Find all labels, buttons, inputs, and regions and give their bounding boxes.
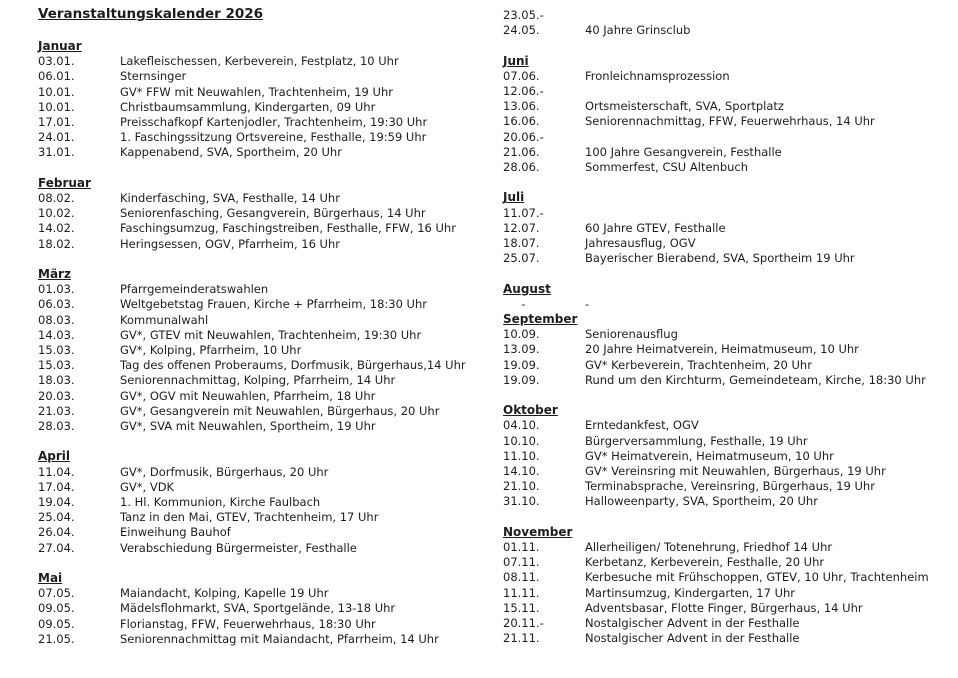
event-date: 28.03. — [38, 419, 75, 434]
event-row — [38, 419, 500, 434]
event-row — [38, 221, 500, 236]
event-row — [38, 130, 500, 145]
event-date: 07.06. — [503, 68, 540, 83]
event-row — [38, 237, 500, 252]
event-row — [38, 541, 500, 556]
event-row — [503, 479, 955, 494]
event-row — [503, 84, 955, 99]
event-row — [38, 632, 500, 647]
event-date: 21.11. — [503, 631, 540, 646]
event-row — [503, 449, 955, 464]
event-row — [503, 540, 955, 555]
month-header: September — [503, 312, 578, 327]
month-header: November — [503, 524, 573, 539]
event-description: GV*, Gesangverein mit Neuwahlen, Bürgerhaus, 20 Uhr — [120, 403, 440, 418]
event-description: Seniorennachmittag, Kolping, Pfarrheim, 14 Uhr — [120, 373, 396, 388]
event-row — [503, 373, 955, 388]
event-row — [38, 404, 500, 419]
event-row — [503, 145, 955, 160]
event-row — [503, 342, 955, 357]
event-date: 31.01. — [38, 145, 75, 160]
event-description: Erntedankfest, OGV — [585, 418, 699, 433]
event-description: Adventsbasar, Flotte Finger, Bürgerhaus, 14 Uhr — [585, 600, 863, 615]
event-row — [38, 297, 500, 312]
event-row — [503, 99, 955, 114]
event-date: 08.02. — [38, 191, 75, 206]
event-row — [38, 313, 500, 328]
month-header: August — [503, 281, 551, 296]
event-row — [503, 69, 955, 84]
event-date: 21.06. — [503, 144, 540, 159]
event-description: 1. Faschingssitzung Ortsvereine, Festhalle, 19:59 Uhr — [120, 130, 427, 145]
event-description: GV*, Dorfmusik, Bürgerhaus, 20 Uhr — [120, 464, 329, 479]
month-section — [38, 571, 500, 647]
month-section — [503, 54, 955, 176]
event-date: 15.03. — [38, 343, 75, 358]
event-row — [38, 100, 500, 115]
event-description: GV*, GTEV mit Neuwahlen, Trachtenheim, 19:30 Uhr — [120, 327, 422, 342]
event-description: Kommunalwahl — [120, 312, 209, 327]
event-row — [38, 69, 500, 84]
event-description: Florianstag, FFW, Feuerwehrhaus, 18:30 Uhr — [120, 616, 376, 631]
event-description: Sternsinger — [120, 69, 187, 84]
month-section — [503, 525, 955, 647]
event-description: Bürgerversammlung, Festhalle, 19 Uhr — [585, 433, 808, 448]
event-row — [503, 297, 955, 312]
event-date: 11.04. — [38, 464, 75, 479]
event-date: 10.09. — [503, 327, 540, 342]
event-date: 20.11.- — [503, 616, 544, 631]
event-description: 60 Jahre GTEV, Festhalle — [585, 220, 726, 235]
event-description: GV*, Kolping, Pfarrheim, 10 Uhr — [120, 343, 302, 358]
event-row — [503, 464, 955, 479]
event-row — [503, 114, 955, 129]
event-description: Faschingsumzug, Faschingstreiben, Festhalle, FFW, 16 Uhr — [120, 221, 456, 236]
event-date: 01.11. — [503, 540, 540, 555]
event-row — [38, 480, 500, 495]
column-left — [38, 39, 500, 662]
event-description: Seniorennachmittag, FFW, Feuerwehrhaus, 14 Uhr — [585, 114, 875, 129]
event-description: Einweihung Bauhof — [120, 525, 231, 540]
event-row — [38, 358, 500, 373]
event-row — [38, 389, 500, 404]
month-section — [38, 449, 500, 555]
event-date: 08.11. — [503, 570, 540, 585]
event-date: 10.01. — [38, 84, 75, 99]
event-row — [503, 160, 955, 175]
event-description: Weltgebetstag Frauen, Kirche + Pfarrheim, 18:30 Uhr — [120, 297, 427, 312]
event-description: Ortsmeisterschaft, SVA, Sportplatz — [585, 99, 784, 114]
month-section — [503, 403, 955, 509]
event-date: 08.03. — [38, 312, 75, 327]
event-row — [503, 130, 955, 145]
month-header: Januar — [38, 39, 82, 53]
event-date: 14.10. — [503, 464, 540, 479]
event-description: Kinderfasching, SVA, Festhalle, 14 Uhr — [120, 191, 340, 206]
month-header: Juni — [503, 53, 529, 68]
event-date: 21.10. — [503, 479, 540, 494]
event-row — [38, 373, 500, 388]
month-header: April — [38, 449, 71, 464]
event-description: Tag des offenen Proberaums, Dorfmusik, Bürgerhaus,14 Uhr — [120, 358, 466, 373]
event-date: 21.03. — [38, 403, 75, 418]
event-row — [38, 465, 500, 480]
event-description: Christbaumsammlung, Kindergarten, 09 Uhr — [120, 99, 376, 114]
event-date: 10.02. — [38, 206, 75, 221]
event-description: Nostalgischer Advent in der Festhalle — [585, 631, 800, 646]
event-date: 25.04. — [38, 510, 75, 525]
event-row — [38, 191, 500, 206]
event-description: Seniorenausflug — [585, 327, 678, 342]
event-description: Tanz in den Mai, GTEV, Trachtenheim, 17 Uhr — [120, 510, 379, 525]
event-date: 15.11. — [503, 600, 540, 615]
event-row — [503, 434, 955, 449]
event-date: 28.06. — [503, 160, 540, 175]
event-row — [38, 54, 500, 69]
month-section — [503, 8, 955, 38]
event-row — [503, 221, 955, 236]
event-row — [503, 631, 955, 646]
event-date: 09.05. — [38, 616, 75, 631]
event-date: 18.02. — [38, 236, 75, 251]
event-description: Seniorenfasching, Gesangverein, Bürgerhaus, 14 Uhr — [120, 206, 426, 221]
event-description: Mädelsflohmarkt, SVA, Sportgelände, 13-18 Uhr — [120, 601, 396, 616]
event-date: 01.03. — [38, 282, 75, 297]
event-description: Kerbesuche mit Frühschoppen, GTEV, 10 Uhr, Trachtenheim — [585, 570, 929, 585]
event-description: Sommerfest, CSU Altenbuch — [585, 160, 749, 175]
month-section — [503, 190, 955, 266]
event-row — [503, 555, 955, 570]
event-description: Verabschiedung Bürgermeister, Festhalle — [120, 540, 357, 555]
event-description: GV*, SVA mit Neuwahlen, Sportheim, 19 Uhr — [120, 419, 376, 434]
event-description: GV* FFW mit Neuwahlen, Trachtenheim, 19 Uhr — [120, 84, 393, 99]
event-description: GV* Kerbeverein, Trachtenheim, 20 Uhr — [585, 357, 812, 372]
event-date: 18.07. — [503, 236, 540, 251]
event-date: 12.06.- — [503, 84, 544, 98]
event-date: 07.11. — [503, 555, 540, 570]
event-date: 14.03. — [38, 327, 75, 342]
event-description: Preisschafkopf Kartenjodler, Trachtenheim, 19:30 Uhr — [120, 115, 428, 130]
event-date: 24.01. — [38, 130, 75, 145]
column-right — [503, 8, 955, 662]
event-row — [503, 570, 955, 585]
event-date: 31.10. — [503, 494, 540, 509]
event-description: Allerheiligen/ Totenehrung, Friedhof 14 Uhr — [585, 540, 833, 555]
month-header: Februar — [38, 175, 91, 190]
event-description: Martinsumzug, Kindergarten, 17 Uhr — [585, 585, 796, 600]
event-row — [503, 23, 955, 38]
event-row — [38, 495, 500, 510]
event-date: 12.07. — [503, 220, 540, 235]
event-date: 14.02. — [38, 221, 75, 236]
event-description: Pfarrgemeinderatswahlen — [120, 282, 269, 297]
event-date: 13.09. — [503, 342, 540, 357]
event-date: 13.06. — [503, 99, 540, 114]
event-date: 23.05.- — [503, 8, 544, 22]
event-description: Kappenabend, SVA, Sportheim, 20 Uhr — [120, 145, 342, 160]
event-row — [38, 328, 500, 343]
event-row — [38, 206, 500, 221]
event-date: 19.04. — [38, 495, 75, 510]
event-date: 17.04. — [38, 479, 75, 494]
event-row — [38, 525, 500, 540]
event-row — [38, 586, 500, 601]
event-row — [503, 494, 955, 509]
event-date: 16.06. — [503, 114, 540, 129]
month-header: Mai — [38, 571, 63, 586]
event-date: 06.03. — [38, 297, 75, 312]
event-row — [38, 617, 500, 632]
event-date: 10.10. — [503, 433, 540, 448]
event-row — [503, 358, 955, 373]
event-row — [503, 251, 955, 266]
month-section — [503, 312, 955, 388]
event-description: 100 Jahre Gesangverein, Festhalle — [585, 144, 782, 159]
event-description: Fronleichnamsprozession — [585, 68, 730, 83]
event-date: 20.06.- — [503, 129, 544, 144]
event-date: 10.01. — [38, 99, 75, 114]
month-header: Juli — [503, 190, 525, 205]
event-description: Bayerischer Bierabend, SVA, Sportheim 19 Uhr — [585, 251, 855, 266]
month-section — [503, 282, 955, 312]
event-date: 17.01. — [38, 115, 75, 130]
event-description: - — [585, 296, 590, 311]
event-row — [503, 206, 955, 221]
event-row — [503, 586, 955, 601]
event-date: 18.03. — [38, 373, 75, 388]
event-description: GV*, VDK — [120, 479, 175, 494]
event-date: 11.07.- — [503, 205, 544, 220]
event-row — [503, 327, 955, 342]
event-description: Seniorennachmittag mit Maiandacht, Pfarrheim, 14 Uhr — [120, 631, 439, 646]
event-row — [503, 236, 955, 251]
event-date: 03.01. — [38, 54, 75, 69]
event-date: 07.05. — [38, 586, 75, 601]
event-description: Lakefleischessen, Kerbeverein, Festplatz, 10 Uhr — [120, 54, 399, 69]
event-date: 21.05. — [38, 631, 75, 646]
event-date: 24.05. — [503, 23, 540, 38]
event-row — [38, 85, 500, 100]
event-description: GV* Vereinsring mit Neuwahlen, Bürgerhaus, 19 Uhr — [585, 464, 886, 479]
event-row — [503, 601, 955, 616]
event-description: Heringsessen, OGV, Pfarrheim, 16 Uhr — [120, 236, 340, 251]
month-section — [38, 39, 500, 161]
event-date: 19.09. — [503, 357, 540, 372]
event-date: 11.11. — [503, 585, 540, 600]
event-date: 04.10. — [503, 418, 540, 433]
event-date: 19.09. — [503, 372, 540, 387]
event-description: 1. Hl. Kommunion, Kirche Faulbach — [120, 495, 321, 510]
month-header: März — [38, 267, 71, 282]
event-date: 25.07. — [503, 251, 540, 266]
event-row — [38, 601, 500, 616]
event-description: Halloweenparty, SVA, Sportheim, 20 Uhr — [585, 494, 818, 509]
event-row — [503, 8, 955, 23]
event-row — [38, 282, 500, 297]
event-date: 20.03. — [38, 388, 75, 403]
event-description: Rund um den Kirchturm, Gemeindeteam, Kirche, 18:30 Uhr — [585, 372, 926, 387]
event-row — [38, 145, 500, 160]
event-description: 40 Jahre Grinsclub — [585, 23, 691, 38]
event-description: 20 Jahre Heimatverein, Heimatmuseum, 10 Uhr — [585, 342, 859, 357]
event-description: Kerbetanz, Kerbeverein, Festhalle, 20 Uhr — [585, 555, 825, 570]
page-title: Veranstaltungskalender 2026 — [38, 6, 264, 22]
month-section — [38, 267, 500, 434]
event-date: 09.05. — [38, 601, 75, 616]
event-row — [503, 616, 955, 631]
event-description: GV*, OGV mit Neuwahlen, Pfarrheim, 18 Uhr — [120, 388, 376, 403]
event-description: Nostalgischer Advent in der Festhalle — [585, 616, 800, 631]
event-description: Terminabsprache, Vereinsring, Bürgerhaus, 19 Uhr — [585, 479, 875, 494]
event-row — [38, 510, 500, 525]
month-header: Oktober — [503, 403, 558, 418]
event-description: Maiandacht, Kolping, Kapelle 19 Uhr — [120, 586, 329, 601]
event-description: Jahresausflug, OGV — [585, 236, 696, 251]
event-date: 26.04. — [38, 525, 75, 540]
event-description: GV* Heimatverein, Heimatmuseum, 10 Uhr — [585, 448, 834, 463]
event-date: - — [503, 296, 526, 311]
event-date: 15.03. — [38, 358, 75, 373]
event-row — [503, 418, 955, 433]
event-date: 27.04. — [38, 540, 75, 555]
event-row — [38, 343, 500, 358]
event-row — [38, 115, 500, 130]
event-date: 06.01. — [38, 69, 75, 84]
event-date: 11.10. — [503, 448, 540, 463]
month-section — [38, 176, 500, 252]
